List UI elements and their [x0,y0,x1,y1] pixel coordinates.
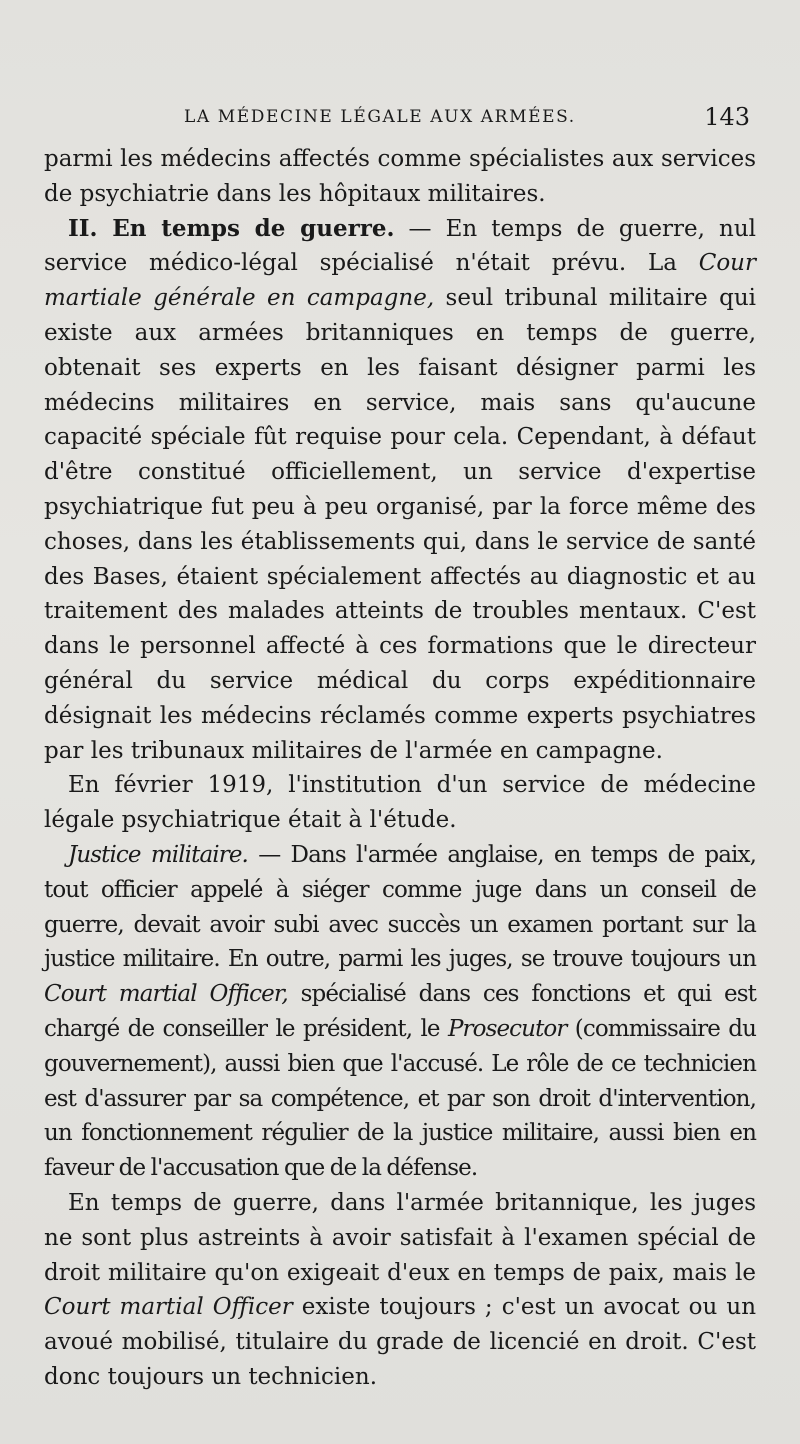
paragraph-text: spécialisé dans ces fonctions et qui est chargé de conseiller le président, le [44,981,757,1042]
body-text [44,142,756,1395]
running-head: LA MÉDECINE LÉGALE AUX ARMÉES. [184,107,576,127]
page-header [46,103,754,137]
paragraph-text: existe toujours ; c'est un avocat ou un avoué mobilisé, titulaire du grade de licencié en droit. C'est donc toujours un technicien. [44,1294,757,1390]
page-number: 143 [704,103,750,131]
paragraph-text: — En temps de guerre, nul service médico-légal spécialisé n'était prévu. La [44,215,756,277]
italic-term: Cour martiale générale en campagne, [44,250,756,312]
italic-heading: Justice militaire. [68,841,248,868]
paragraph-text: seul tribunal militaire qui existe aux armées britanniques en temps de guerre, obtenait ses experts en les faisant désigner parmi les médecins militaires en service, mais sans qu'aucune capacité spéciale fût requise pour cela. Cependant, à défaut d'être constitué officiellement, un service d'expertise psychiatrique fut peu à peu organisé, par la force même des choses, dans les établissements qui, dans le service de santé des Bases, étaient spécialement affectés au diagnostic et au traitement des malades atteints de troubles mentaux. C'est dans le personnel affecté à ces formations que le directeur général du service médical du corps expéditionnaire désignait les médecins réclamés comme experts psychiatres par les tribunaux militaires de l'armée en campagne. [44,285,756,764]
paragraph-text: — Dans l'armée anglaise, en temps de paix, tout officier appelé à siéger comme juge dans un conseil de guerre, devait avoir subi avec succès un examen portant sur la justice militaire. En outre, parmi les juges, se trouve toujours un [44,841,756,973]
paragraph-continuation [44,142,756,212]
paragraph-text: En février 1919, l'institution d'un service de médecine légale psychiatrique était à l'étude. [44,772,756,834]
paragraph-text: parmi les médecins affectés comme spécialistes aux services de psychiatrie dans les hôpitaux militaires. [44,146,756,207]
paragraph-military-justice [44,838,756,1186]
italic-term: Prosecutor [447,1015,567,1042]
section-heading: II. En temps de guerre. [68,214,395,242]
paragraph-war-time-judges [44,1186,756,1395]
paragraph-war-time [44,212,756,769]
paragraph-text: (commissaire du gouvernement), aussi bien que l'accusé. Le rôle de ce technicien est d'assurer par sa compétence, et par son droit d'intervention, un fonctionnement régulier de la justice militaire, aussi bien en faveur de l'accusation que de la défense. [44,1015,757,1182]
paragraph-text: En temps de guerre, dans l'armée britannique, les juges ne sont plus astreints à avoir satisfait à l'examen spécial de droit militaire qu'on exigeait d'eux en temps de paix, mais le [44,1189,756,1286]
italic-term: Court martial Officer, [44,981,288,1008]
italic-term: Court martial Officer [44,1294,293,1321]
paragraph-february-1919 [44,768,756,838]
